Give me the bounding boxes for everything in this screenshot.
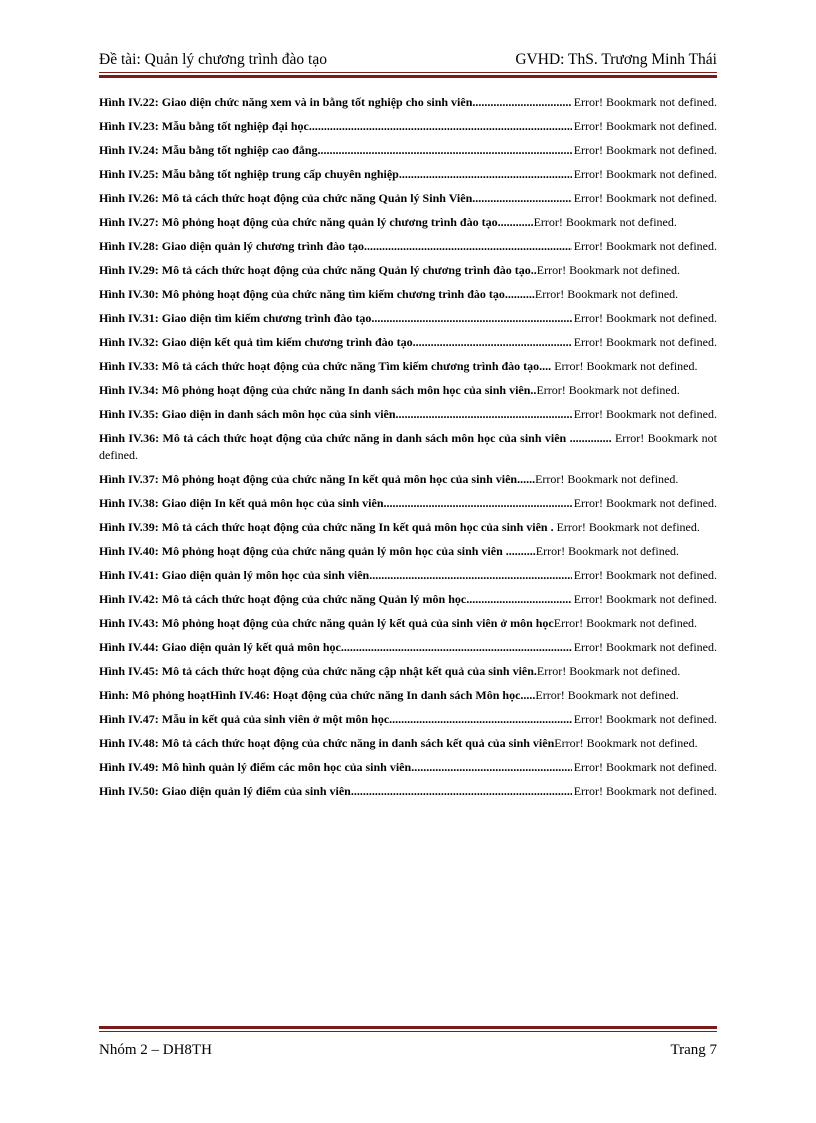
toc-entry-page: Error! Bookmark not defined.: [573, 407, 717, 421]
toc-entry-label: Hình IV.37: Mô phỏng hoạt động của chức năng In kết quả môn học của sinh viên......: [99, 472, 536, 486]
toc-entry-page: Error! Bookmark not defined.: [573, 712, 717, 726]
page-header: [99, 47, 717, 69]
toc-entry-label: Hình IV.33: Mô tả cách thức hoạt động của chức năng Tìm kiếm chương trình đào tạo....: [99, 359, 552, 373]
toc-entry-label: Hình IV.23: Mẫu bằng tốt nghiệp đại học: [99, 119, 309, 133]
toc-entry[interactable]: [99, 94, 717, 111]
toc-entry[interactable]: [99, 687, 717, 704]
toc-entry[interactable]: [99, 663, 717, 680]
toc-entry[interactable]: [99, 334, 717, 351]
toc-entry-label: Hình IV.26: Mô tả cách thức hoạt động của chức năng Quản lý Sinh Viên: [99, 191, 473, 205]
toc-entry-label: Hình IV.39: Mô tả cách thức hoạt động của chức năng In kết quả môn học của sinh viên .: [99, 520, 554, 534]
toc-entry-label: Hình IV.24: Mẫu bằng tốt nghiệp cao đẳng: [99, 143, 318, 157]
toc-entry[interactable]: [99, 639, 717, 656]
toc-entry-page: Error! Bookmark not defined.: [573, 311, 717, 325]
dot-leader: [318, 142, 572, 159]
toc-entry-label: Hình IV.36: Mô tả cách thức hoạt động của chức năng in danh sách môn học của sinh viên ..............: [99, 431, 612, 445]
toc-entry-label: Hình IV.34: Mô phỏng hoạt động của chức năng In danh sách môn học của sinh viên..: [99, 383, 537, 397]
toc-entry-page: Error! Bookmark not defined.: [573, 191, 717, 205]
toc-entry[interactable]: [99, 382, 717, 399]
toc-entry-page: Error! Bookmark not defined.: [534, 287, 679, 301]
dot-leader: [341, 639, 572, 656]
toc-entry-page: Error! Bookmark not defined.: [573, 784, 717, 798]
toc-entry-label: Hình IV.43: Mô phỏng hoạt động của chức năng quản lý kết quả của sinh viên ở môn học: [99, 616, 554, 630]
toc-entry-page: Error! Bookmark not defined.: [573, 143, 717, 157]
toc-entry-label: Hình IV.31: Giao diện tìm kiếm chương trình đào tạo: [99, 311, 372, 325]
toc-entry-page: Error! Bookmark not defined.: [573, 568, 717, 582]
toc-entry-label: Hình IV.28: Giao diện quản lý chương trình đào tạo: [99, 239, 365, 253]
toc-entry-label: Hình IV.49: Mô hình quản lý điểm các môn học của sinh viên: [99, 760, 412, 774]
toc-entry-page: Error! Bookmark not defined.: [535, 472, 679, 486]
toc-entry-page: Error! Bookmark not defined.: [536, 263, 681, 277]
dot-leader: [384, 495, 572, 512]
page-number: Trang 7: [670, 1042, 717, 1058]
toc-entry-label: Hình IV.45: Mô tả cách thức hoạt động của chức năng cập nhật kết quả của sinh viên.: [99, 664, 537, 678]
toc-entry[interactable]: [99, 430, 717, 464]
dot-leader: [411, 759, 572, 776]
toc-entry[interactable]: [99, 783, 717, 800]
footer-rule: [99, 1026, 717, 1032]
dot-leader: [396, 406, 572, 423]
page-footer: [99, 1042, 717, 1059]
toc-entry-page: Error! Bookmark not defined.: [573, 335, 717, 349]
toc-entry[interactable]: [99, 567, 717, 584]
dot-leader: [472, 190, 571, 207]
toc-entry-page: Error! Bookmark not defined.: [554, 736, 698, 750]
toc-entry[interactable]: [99, 238, 717, 255]
toc-entry[interactable]: [99, 543, 717, 560]
toc-entry-label: Hình IV.47: Mẫu in kết quả của sinh viên ở một môn học: [99, 712, 390, 726]
toc-entry[interactable]: [99, 310, 717, 327]
toc-entry[interactable]: [99, 471, 717, 488]
toc-entry-page: Error! Bookmark not defined.: [573, 239, 717, 253]
toc-entry[interactable]: [99, 591, 717, 608]
toc-entry-label: Hình IV.32: Giao diện kết quả tìm kiếm chương trình đào tạo: [99, 335, 413, 349]
toc-entry[interactable]: [99, 735, 717, 752]
toc-entry[interactable]: [99, 118, 717, 135]
toc-entry-page: Error! Bookmark not defined.: [554, 359, 698, 373]
toc-entry-page: Error! Bookmark not defined.: [535, 544, 680, 558]
toc-entry-label: Hình IV.38: Giao diện In kết quả môn học của sinh viên: [99, 496, 384, 510]
toc-entry[interactable]: [99, 214, 717, 231]
toc-entry-label: Hình IV.41: Giao diện quản lý môn học của sinh viên: [99, 568, 370, 582]
dot-leader: [351, 783, 572, 800]
toc-entry-page: Error! Bookmark not defined.: [99, 431, 718, 462]
toc-entry-label: Hình IV.50: Giao diện quản lý điểm của sinh viên: [99, 784, 351, 798]
toc-entry-page: Error! Bookmark not defined.: [573, 592, 717, 606]
toc-entry-page: Error! Bookmark not defined.: [535, 688, 679, 702]
toc-entry[interactable]: [99, 406, 717, 423]
dot-leader: [389, 711, 572, 728]
toc-entry[interactable]: [99, 286, 717, 303]
toc-entry-label: Hình IV.44: Giao diện quản lý kết quả môn học: [99, 640, 341, 654]
toc-entry[interactable]: [99, 711, 717, 728]
dot-leader: [364, 238, 572, 255]
toc-entry[interactable]: [99, 190, 717, 207]
toc-entry-label: Hình IV.40: Mô phỏng hoạt động của chức năng quản lý môn học của sinh viên ..........: [99, 544, 536, 558]
toc-entry-page: Error! Bookmark not defined.: [536, 383, 680, 397]
footer-group: Nhóm 2 – DH8TH: [99, 1042, 212, 1058]
toc-entry[interactable]: [99, 262, 717, 279]
toc-entry-page: Error! Bookmark not defined.: [573, 167, 717, 181]
toc-entry-page: Error! Bookmark not defined.: [573, 496, 717, 510]
toc-entry[interactable]: [99, 759, 717, 776]
toc-entry-page: Error! Bookmark not defined.: [573, 95, 717, 109]
toc-entry-label: Hình IV.35: Giao diện in danh sách môn học của sinh viên: [99, 407, 396, 421]
dot-leader: [413, 334, 572, 351]
toc-entry[interactable]: [99, 615, 717, 632]
toc-entry-page: Error! Bookmark not defined.: [556, 520, 700, 534]
toc-entry[interactable]: [99, 142, 717, 159]
toc-entry-label: Hình IV.29: Mô tả cách thức hoạt động của chức năng Quản lý chương trình đào tạo..: [99, 263, 537, 277]
toc-entry-label: Hình IV.30: Mô phỏng hoạt động của chức năng tìm kiếm chương trình đào tạo..........: [99, 287, 535, 301]
dot-leader: [309, 118, 572, 135]
dot-leader: [399, 166, 572, 183]
toc-entry-label: Hình IV.42: Mô tả cách thức hoạt động của chức năng Quản lý môn học: [99, 592, 467, 606]
table-of-figures: [99, 94, 717, 807]
toc-entry[interactable]: [99, 358, 717, 375]
toc-entry-page: Error! Bookmark not defined.: [573, 640, 717, 654]
toc-entry[interactable]: [99, 519, 717, 536]
dot-leader: [371, 310, 571, 327]
header-instructor: GVHD: ThS. Trương Minh Thái: [515, 51, 717, 68]
toc-entry-label: Hình IV.22: Giao diện chức năng xem và in bằng tốt nghiệp cho sinh viên: [99, 95, 473, 109]
toc-entry[interactable]: [99, 495, 717, 512]
toc-entry-label: Hình IV.27: Mô phỏng hoạt động của chức năng quản lý chương trình đào tạo............: [99, 215, 534, 229]
toc-entry-page: Error! Bookmark not defined.: [573, 760, 717, 774]
header-rule: [99, 72, 717, 78]
toc-entry-page: Error! Bookmark not defined.: [536, 664, 681, 678]
toc-entry-page: Error! Bookmark not defined.: [533, 215, 677, 229]
toc-entry-label: Hình: Mô phỏng hoạtHình IV.46: Hoạt động của chức năng In danh sách Môn học.....: [99, 688, 536, 702]
header-title: Đề tài: Quản lý chương trình đào tạo: [99, 51, 327, 68]
toc-entry-label: Hình IV.25: Mẫu bằng tốt nghiệp trung cấp chuyên nghiệp: [99, 167, 399, 181]
toc-entry-label: Hình IV.48: Mô tả cách thức hoạt động của chức năng in danh sách kết quả của sinh viên: [99, 736, 555, 750]
dot-leader: [369, 567, 572, 584]
toc-entry-page: Error! Bookmark not defined.: [573, 119, 717, 133]
dot-leader: [466, 591, 571, 608]
dot-leader: [472, 94, 571, 111]
toc-entry-page: Error! Bookmark not defined.: [553, 616, 698, 630]
toc-entry[interactable]: [99, 166, 717, 183]
